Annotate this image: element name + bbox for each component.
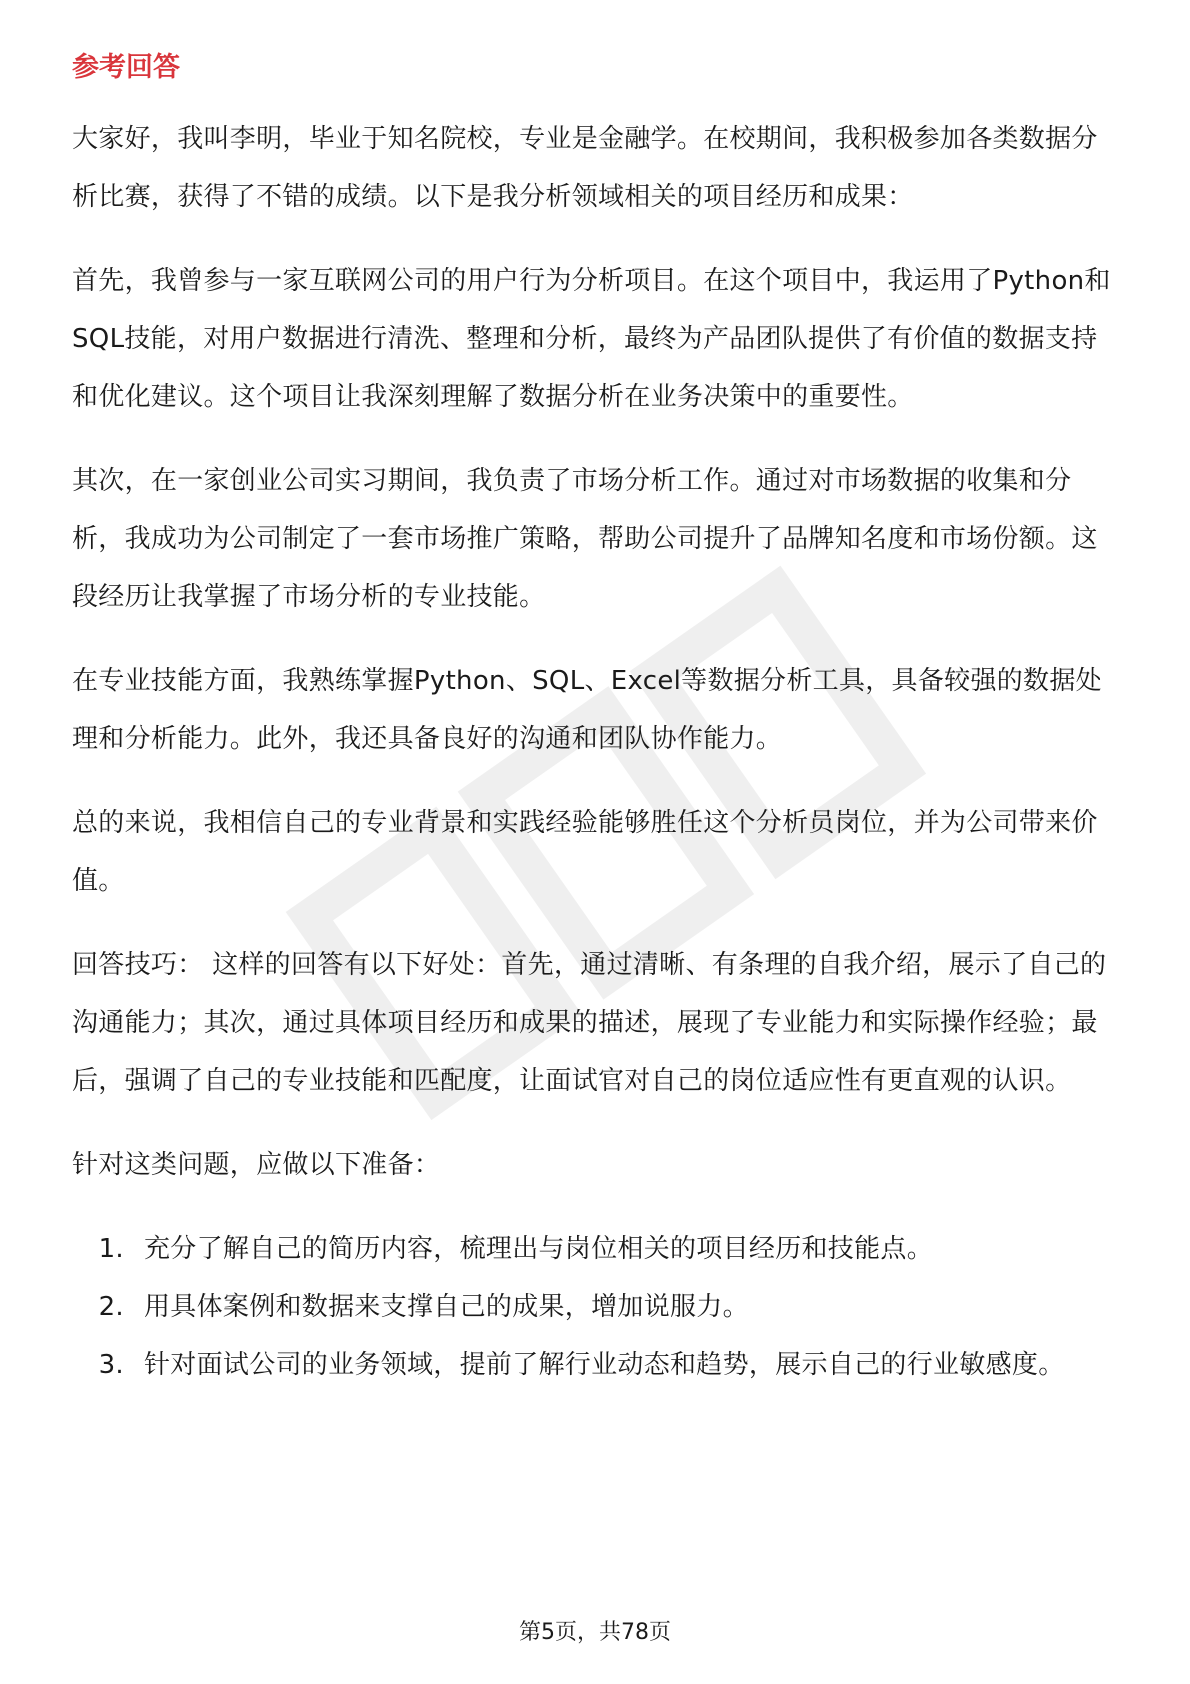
list-text: 针对面试公司的业务领域，提前了解行业动态和趋势，展示自己的行业敏感度。 <box>144 1350 1065 1380</box>
page-footer: 第5页，共78页 <box>519 1620 671 1645</box>
paragraph-summary: 总的来说，我相信自己的专业背景和实践经验能够胜任这个分析员岗位，并为公司带来价值。 <box>72 808 1098 896</box>
list-item <box>72 1336 1118 1394</box>
paragraph-intro: 大家好，我叫李明，毕业于知名院校，专业是金融学。在校期间，我积极参加各类数据分析比赛，获得了不错的成绩。以下是我分析领域相关的项目经历和成果： <box>72 124 1098 212</box>
paragraph-project-1: 首先，我曾参与一家互联网公司的用户行为分析项目。在这个项目中，我运用了Python和SQL技能，对用户数据进行清洗、整理和分析，最终为产品团队提供了有价值的数据支持和优化建议。这个项目让我深刻理解了数据分析在业务决策中的重要性。 <box>72 266 1111 412</box>
section-heading: 参考回答 <box>72 52 180 83</box>
list-item <box>72 1220 1118 1278</box>
document-page <box>72 48 1118 1394</box>
list-item <box>72 1278 1118 1336</box>
list-text: 用具体案例和数据来支撑自己的成果，增加说服力。 <box>144 1292 749 1322</box>
list-number: 2. <box>98 1292 124 1322</box>
paragraph-project-2: 其次，在一家创业公司实习期间，我负责了市场分析工作。通过对市场数据的收集和分析，我成功为公司制定了一套市场推广策略，帮助公司提升了品牌知名度和市场份额。这段经历让我掌握了市场分析的专业技能。 <box>72 466 1098 612</box>
paragraph-prep-intro: 针对这类问题，应做以下准备： <box>72 1150 441 1180</box>
paragraph-skills: 在专业技能方面，我熟练掌握Python、SQL、Excel等数据分析工具，具备较强的数据处理和分析能力。此外，我还具备良好的沟通和团队协作能力。 <box>72 666 1102 754</box>
paragraph-tips: 回答技巧： 这样的回答有以下好处：首先，通过清晰、有条理的自我介绍，展示了自己的沟通能力；其次，通过具体项目经历和成果的描述，展现了专业能力和实际操作经验；最后，强调了自己的专业技能和匹配度，让面试官对自己的岗位适应性有更直观的认识。 <box>72 950 1107 1096</box>
list-text: 充分了解自己的简历内容，梳理出与岗位相关的项目经历和技能点。 <box>144 1234 934 1264</box>
list-number: 1. <box>98 1234 124 1264</box>
preparation-list <box>72 1220 1118 1394</box>
list-number: 3. <box>98 1350 124 1380</box>
